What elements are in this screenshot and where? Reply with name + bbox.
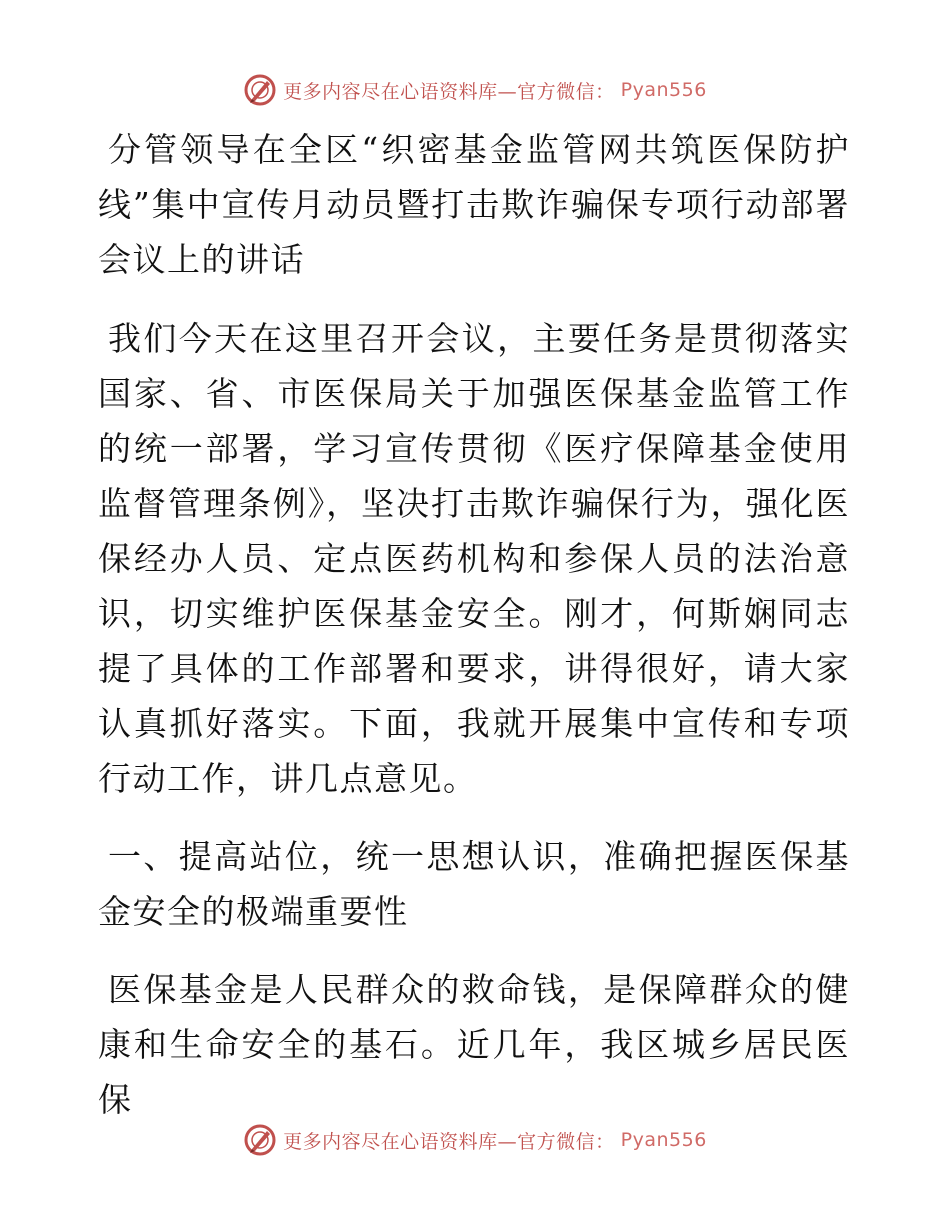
watermark-text: 更多内容尽在心语资料库—官方微信： [283,1130,615,1153]
watermark-footer [0,1120,950,1160]
pen-logo-icon [243,1123,277,1157]
pen-logo-icon [243,73,277,107]
watermark-wechat-id: Pyan556 [620,1129,707,1151]
paragraph-section-1: 医保基金是人民群众的救命钱，是保障群众的健康和生命安全的基石。近几年，我区城乡居民医保 [98,970,850,1119]
watermark-wechat-id: Pyan556 [620,79,707,101]
section-heading-1: 一、提高站位，统一思想认识，准确把握医保基金安全的极端重要性 [98,837,850,931]
document-title: 分管领导在全区“织密基金监管网共筑医保防护线”集中宣传月动员暨打击欺诈骗保专项行动部署会议上的讲话 [98,130,850,279]
watermark-header [0,70,950,110]
document-body [98,122,850,1150]
watermark-text: 更多内容尽在心语资料库—官方微信： [283,80,615,103]
paragraph-intro: 我们今天在这里召开会议，主要任务是贯彻落实国家、省、市医保局关于加强医保基金监管工作的统一部署，学习宣传贯彻《医疗保障基金使用监督管理条例》，坚决打击欺诈骗保行为，强化医保经办人员、定点医药机构和参保人员的法治意识，切实维护医保基金安全。刚才，何斯娴同志提了具体的工作部署和要求，讲得很好，请大家认真抓好落实。下面，我就开展集中宣传和专项行动工作，讲几点意见。 [98,319,850,798]
